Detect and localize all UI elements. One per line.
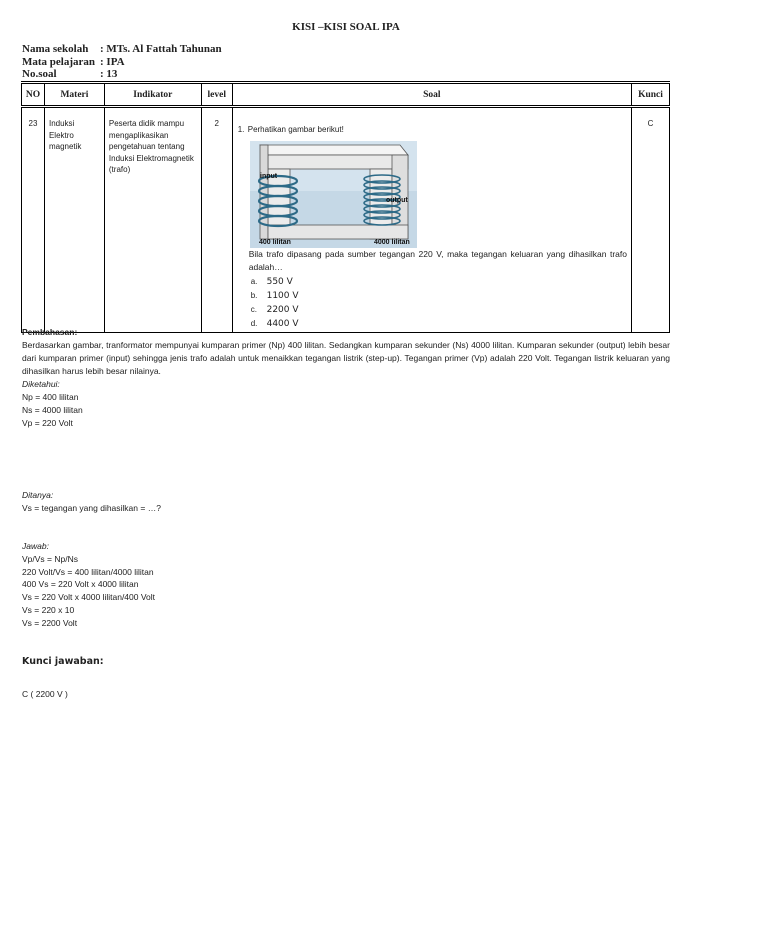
header-no: NO <box>22 83 45 107</box>
document-title: KISI –KISI SOAL IPA <box>292 21 400 33</box>
header-indikator: Indikator <box>104 83 201 107</box>
option-letter: a. <box>250 276 258 286</box>
figure-primary-label: 400 lilitan <box>258 238 291 246</box>
option-text: 1100 V <box>266 290 299 301</box>
pembahasan-section <box>22 326 670 430</box>
meta-label: No.soal <box>22 68 57 80</box>
meta-row <box>22 68 222 81</box>
meta-row <box>22 56 222 69</box>
ditanya-label: Ditanya: <box>22 490 54 500</box>
jawab-line: Vs = 220 x 10 <box>22 604 75 615</box>
jawab-label: Jawab: <box>22 541 49 551</box>
transformer-illustration <box>250 141 417 248</box>
option-letter: c. <box>250 304 257 314</box>
transformer-figure <box>250 141 417 248</box>
cell-indikator <box>104 107 201 333</box>
table-header-row <box>22 83 670 107</box>
jawab-line: 220 Volt/Vs = 400 lilitan/4000 lilitan <box>22 566 154 577</box>
figure-output-label: output <box>385 196 408 204</box>
diketahui-line: Np = 400 lilitan <box>22 392 79 402</box>
header-materi: Materi <box>44 83 104 107</box>
header-soal: Soal <box>232 83 631 107</box>
kisi-table <box>21 81 670 333</box>
option-text: 4400 V <box>266 318 299 329</box>
option-letter: b. <box>250 290 258 300</box>
kunci-jawaban-heading: Kunci jawaban: <box>22 656 104 667</box>
indikator-line: Induksi Elektromagnetik <box>108 153 194 163</box>
jawab-line: Vs = 2200 Volt <box>22 617 78 628</box>
option-item <box>251 303 627 317</box>
meta-row <box>22 43 222 56</box>
ditanya-line: Vs = tegangan yang dihasilkan = …? <box>22 502 161 513</box>
option-list <box>251 275 627 331</box>
indikator-line: pengetahuan tentang <box>108 142 185 151</box>
figure-input-label: input <box>259 172 277 180</box>
indikator-line: Peserta didik mampu <box>108 119 185 128</box>
jawab-line: Vs = 220 Volt x 4000 lilitan/400 Volt <box>22 592 156 603</box>
document-meta <box>22 43 222 81</box>
cell-level: 2 <box>201 107 232 333</box>
cell-no: 23 <box>22 107 45 333</box>
cell-kunci: C <box>632 107 670 333</box>
meta-label: Nama sekolah <box>22 43 89 55</box>
question-intro <box>238 124 627 136</box>
ditanya-section <box>22 489 161 515</box>
option-item <box>251 289 627 303</box>
materi-line: Elektro <box>48 130 74 140</box>
question-number: 1. <box>237 125 245 134</box>
indikator-line: (trafo) <box>108 165 131 174</box>
jawab-line: 400 Vs = 220 Volt x 4000 lilitan <box>22 579 139 590</box>
diketahui-line: Vp = 220 Volt <box>22 418 73 428</box>
materi-line: magnetik <box>48 142 82 151</box>
pembahasan-paragraph: Berdasarkan gambar, tranformator mempunyai kumparan primer (Np) 400 lilitan. Sedangkan kumparan sekunder (Ns) 4000 lilitan. Kumparan sekunder (output) lebih besar dari kumparan primer (input) sehingga jenis trafo adalah untuk menaikkan tegangan listrik (step-up). Tegangan primer (Vp) adalah 220 Volt. Tegangan listrik keluaran yang dihasilkan harus lebih besar nilainya. <box>22 340 670 376</box>
question-intro-text: Perhatikan gambar berikut! <box>247 125 344 134</box>
indikator-line: mengaplikasikan <box>108 130 169 140</box>
meta-value: : IPA <box>100 55 125 68</box>
pembahasan-heading: Pembahasan: <box>22 327 78 337</box>
cell-materi <box>44 107 104 333</box>
figure-secondary-label: 4000 lilitan <box>373 238 410 246</box>
cell-soal <box>232 107 631 333</box>
materi-line: Induksi <box>48 119 75 128</box>
option-text: 2200 V <box>266 304 299 315</box>
diketahui-label: Diketahui: <box>22 379 60 389</box>
meta-value: : 13 <box>100 68 118 80</box>
header-kunci: Kunci <box>632 83 670 107</box>
table-row <box>22 107 670 333</box>
question-text: Bila trafo dipasang pada sumber tegangan 220 V, maka tegangan keluaran yang dihasilkan trafo adalah… <box>248 248 627 272</box>
jawab-section <box>22 540 155 630</box>
option-item <box>251 275 627 289</box>
meta-label: Mata pelajaran <box>22 55 96 68</box>
diketahui-line: Ns = 4000 lilitan <box>22 405 83 415</box>
jawab-line: Vp/Vs = Np/Ns <box>22 553 78 564</box>
option-letter: d. <box>250 318 258 328</box>
header-level: level <box>201 83 232 107</box>
kunci-jawaban-value: C ( 2200 V ) <box>22 689 68 699</box>
option-text: 550 V <box>266 276 293 287</box>
meta-value: : MTs. Al Fattah Tahunan <box>100 43 222 55</box>
